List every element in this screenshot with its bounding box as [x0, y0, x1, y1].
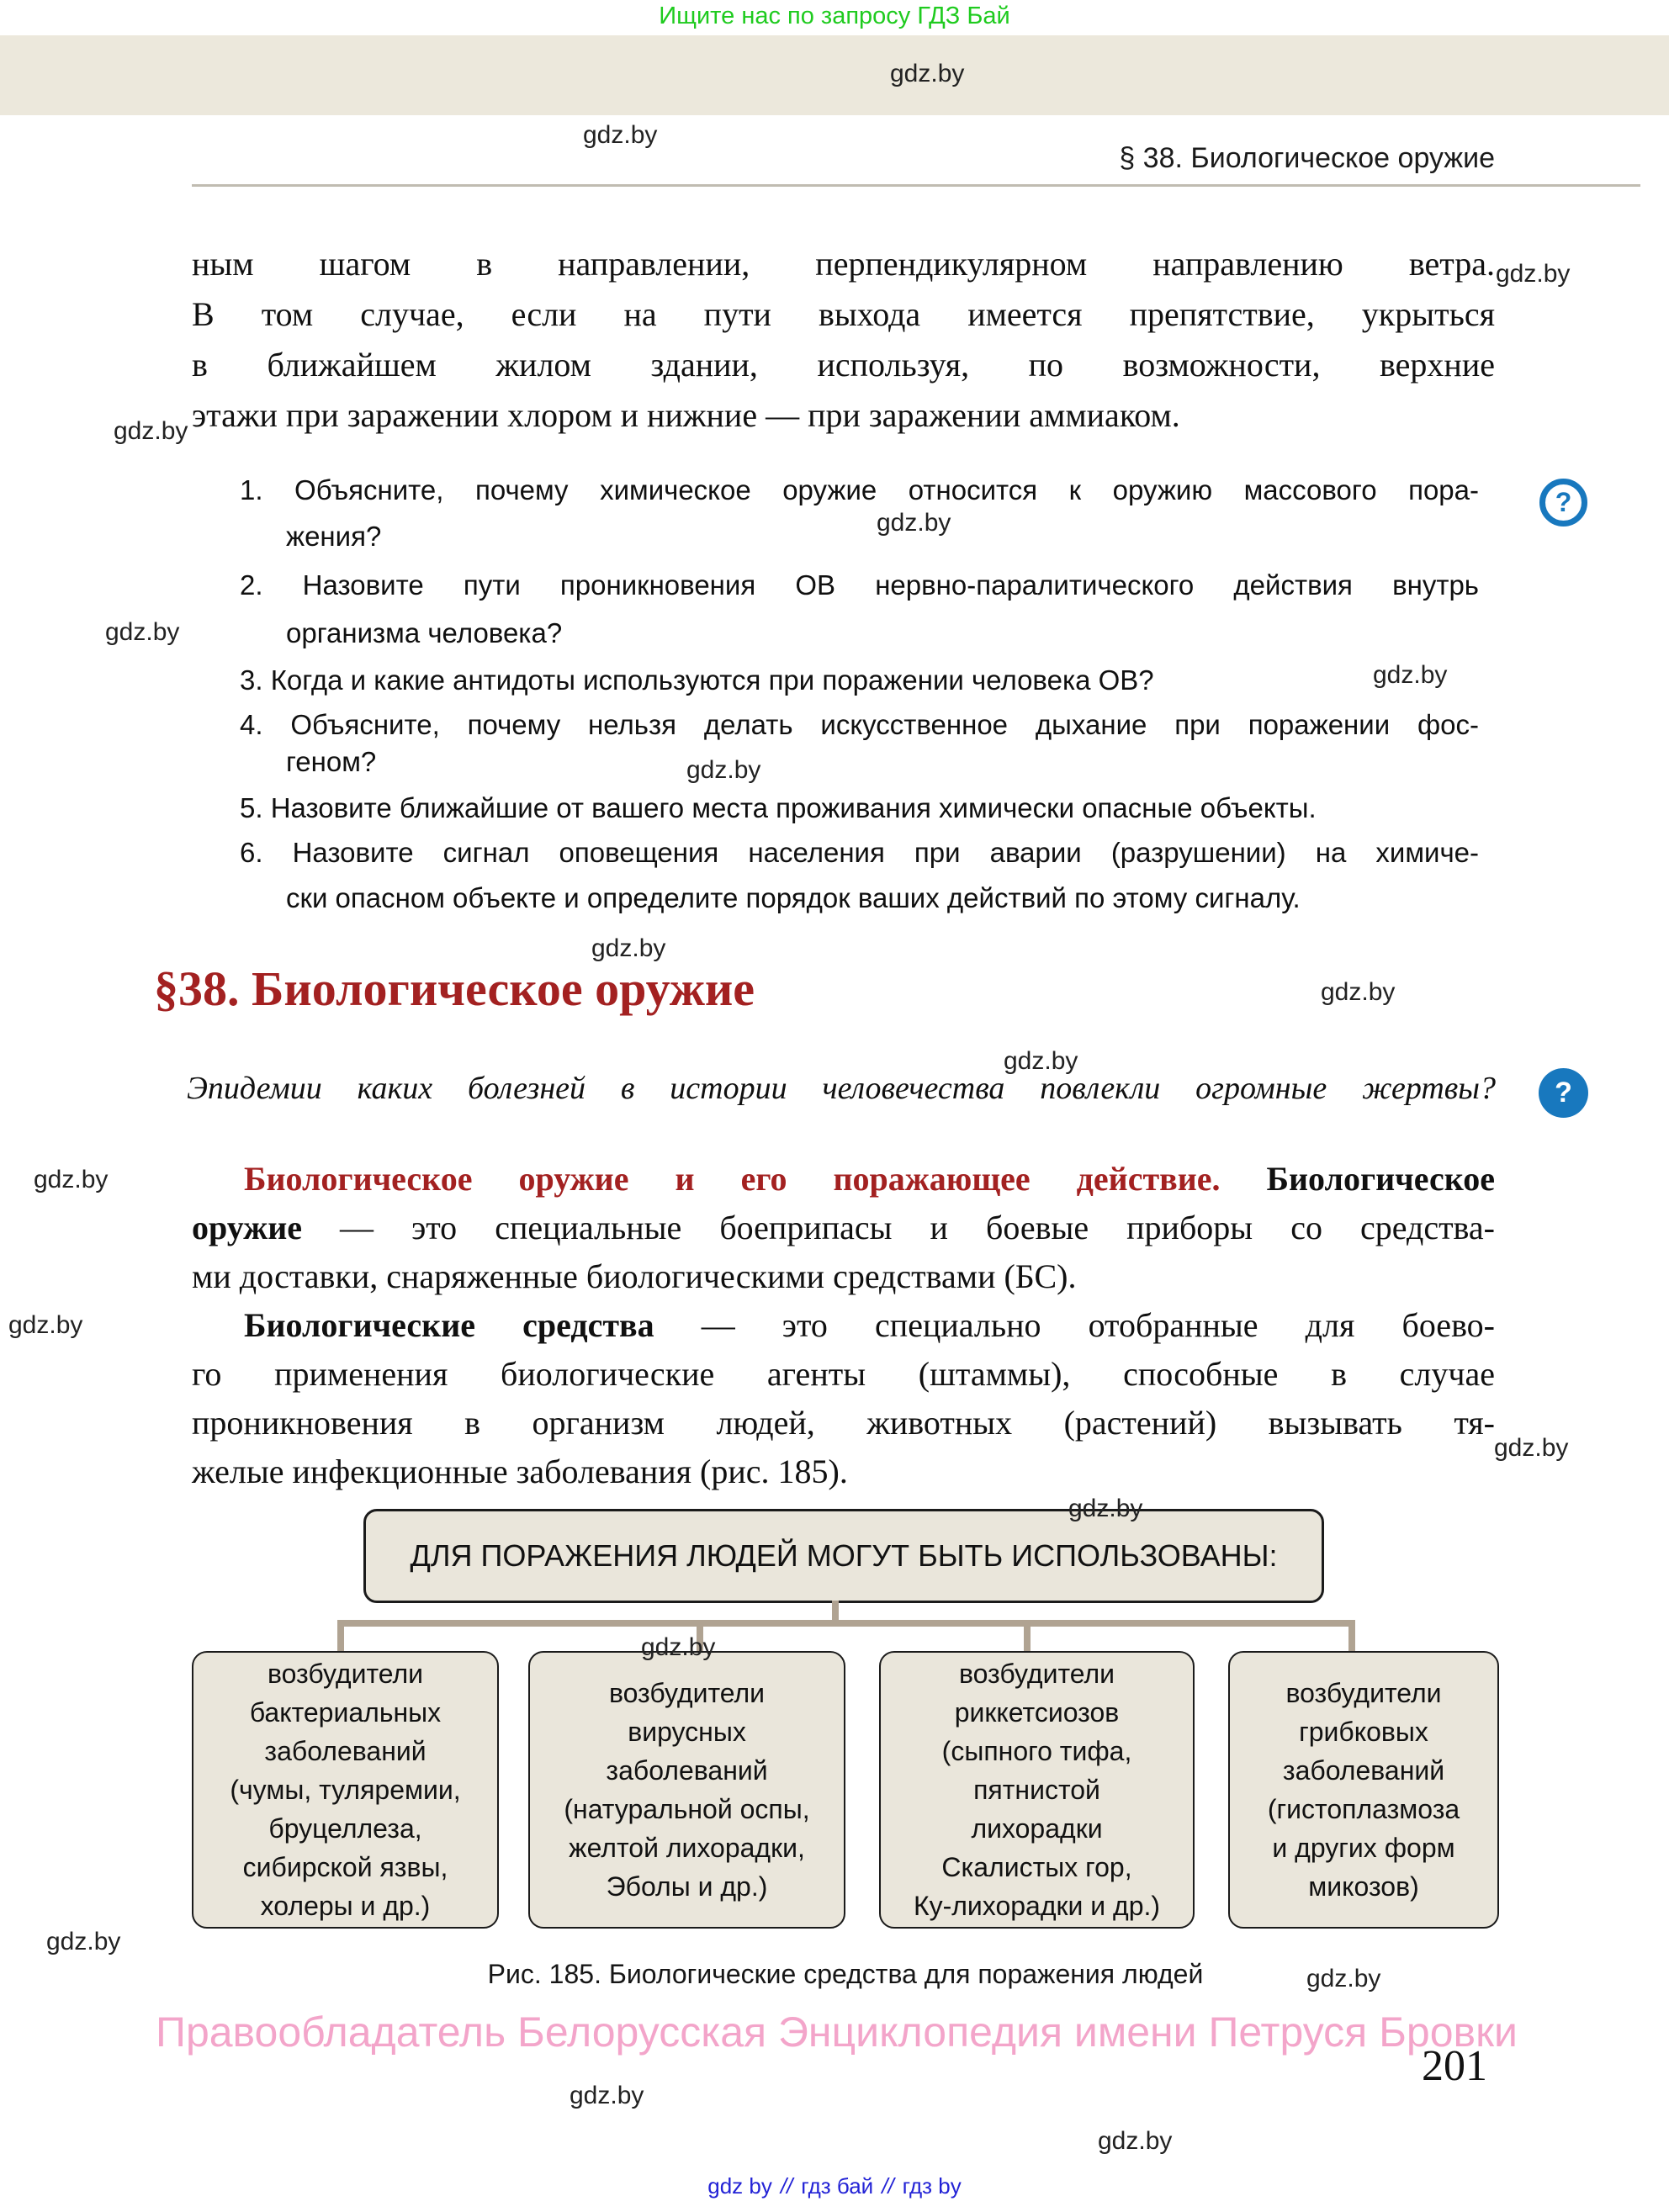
- question-line: 4. Объясните, почему нельзя делать искусственное дыхание при поражении фос-: [240, 709, 1479, 740]
- header-rule: [192, 184, 1640, 187]
- footer-links: [0, 2173, 1669, 2199]
- section-heading: §38. Биологическое оружие: [154, 961, 755, 1016]
- diagram-box-line: пятнистой: [973, 1775, 1100, 1805]
- diagram-connector-drop: [1348, 1620, 1355, 1654]
- body-text-line: проникновения в организм людей, животных (растений) вызывать тя-: [192, 1404, 1495, 1442]
- watermark-gdz: gdz.by: [1321, 978, 1396, 1006]
- question-mark-glyph: ?: [1555, 487, 1572, 517]
- watermark-gdz: gdz.by: [890, 60, 965, 87]
- footer-link-gdz-by-2[interactable]: гдз by: [902, 2173, 962, 2199]
- body-text-line: желые инфекционные заболевания (рис. 185).: [192, 1453, 848, 1490]
- body-text-line: ным шагом в направлении, перпендикулярном направлению ветра.: [192, 245, 1495, 283]
- diagram-connector-drop: [1024, 1620, 1031, 1654]
- diagram-connector-bar: [337, 1620, 1355, 1627]
- watermark-gdz: gdz.by: [1004, 1047, 1078, 1075]
- diagram-connector-stem: [832, 1601, 839, 1622]
- body-text-line: в ближайшем жилом здании, используя, по возможности, верхние: [192, 346, 1495, 384]
- diagram-box-line: заболеваний: [606, 1755, 768, 1786]
- footer-link-gdz-bai[interactable]: гдз бай: [801, 2173, 874, 2199]
- diagram-box-bacterial: [192, 1651, 499, 1929]
- question-mark-glyph: ?: [1555, 1077, 1572, 1109]
- watermark-gdz: gdz.by: [583, 121, 658, 149]
- diagram-box-line: грибковых: [1299, 1717, 1428, 1747]
- diagram-box-line: возбудители: [267, 1659, 424, 1689]
- figure-caption: Рис. 185. Биологические средства для поражения людей: [487, 1959, 1204, 1989]
- page-number: 201: [1422, 2042, 1487, 2090]
- body-text-line: [192, 1208, 1495, 1248]
- diagram-box-line: Скалистых гор,: [941, 1852, 1132, 1882]
- body-text: — это специальные боеприпасы и боевые приборы со средства-: [302, 1209, 1495, 1246]
- diagram-box-line: холеры и др.): [260, 1891, 431, 1921]
- diagram-box-line: возбудители: [608, 1678, 766, 1708]
- diagram-box-line: (сыпного тифа,: [941, 1736, 1132, 1766]
- watermark-gdz: gdz.by: [1098, 2127, 1173, 2155]
- body-text-line: [244, 1159, 1495, 1199]
- diagram-box-viral: [528, 1651, 845, 1929]
- watermark-gdz: gdz.by: [114, 417, 188, 445]
- diagram-box-line: (чумы, туляремии,: [230, 1775, 461, 1805]
- copyright-line: Правообладатель Белорусская Энциклопедия имени Петруся Бровки: [156, 2008, 1518, 2056]
- term-bold: Биологическое: [1220, 1160, 1496, 1198]
- question-line: жения?: [286, 521, 382, 552]
- diagram-box-line: риккетсиозов: [954, 1697, 1120, 1728]
- diagram-box-rickettsial: [879, 1651, 1195, 1929]
- diagram-box-line: и других форм: [1272, 1833, 1455, 1863]
- diagram-box-line: возбудители: [1285, 1678, 1442, 1708]
- question-line: ски опасном объекте и определите порядок ваших действий по этому сигналу.: [286, 882, 1301, 913]
- diagram-header-box: [363, 1509, 1324, 1603]
- question-mark-filled-icon: [1539, 1068, 1588, 1118]
- diagram-box-line: Эболы и др.): [606, 1871, 768, 1902]
- question-line: 6. Назовите сигнал оповещения населения при аварии (разрушении) на химиче-: [240, 837, 1479, 868]
- watermark-gdz: gdz.by: [46, 1928, 121, 1955]
- term-bold: Биологические средства: [244, 1306, 654, 1344]
- question-line: организма человека?: [286, 617, 563, 648]
- question-line: геном?: [286, 746, 377, 777]
- footer-link-gdz-by[interactable]: gdz by: [707, 2173, 772, 2199]
- term-bold: оружие: [192, 1209, 302, 1246]
- watermark-gdz: gdz.by: [591, 934, 666, 962]
- watermark-gdz: gdz.by: [570, 2082, 644, 2109]
- lead-question: Эпидемии каких болезней в истории человечества повлекли огромные жертвы?: [187, 1071, 1496, 1106]
- diagram-box-line: Ку-лихорадки и др.): [913, 1891, 1161, 1921]
- link-separator: //: [882, 2173, 894, 2199]
- diagram-header-text: ДЛЯ ПОРАЖЕНИЯ ЛЮДЕЙ МОГУТ БЫТЬ ИСПОЛЬЗОВАНЫ:: [410, 1538, 1278, 1573]
- link-separator: //: [780, 2173, 793, 2199]
- diagram-box-line: вирусных: [628, 1717, 746, 1747]
- watermark-gdz: gdz.by: [641, 1633, 716, 1661]
- diagram-box-line: сибирской язвы,: [242, 1852, 448, 1882]
- diagram-box-line: желтой лихорадки,: [569, 1833, 805, 1863]
- body-text-line: [244, 1305, 1495, 1346]
- diagram-box-line: (натуральной оспы,: [564, 1794, 810, 1824]
- watermark-gdz: gdz.by: [8, 1311, 83, 1339]
- watermark-gdz: gdz.by: [105, 618, 180, 646]
- promo-banner: Ищите нас по запросу ГДЗ Бай: [659, 3, 1010, 29]
- diagram-box-line: лихорадки: [971, 1813, 1103, 1844]
- watermark-gdz: gdz.by: [34, 1166, 109, 1193]
- watermark-gdz: gdz.by: [1496, 260, 1571, 288]
- watermark-gdz: gdz.by: [1306, 1965, 1381, 1992]
- watermark-gdz: gdz.by: [1068, 1495, 1143, 1522]
- question-line: 2. Назовите пути проникновения ОВ нервно-паралитического действия внутрь: [240, 569, 1479, 601]
- top-bar: [0, 35, 1669, 115]
- watermark-gdz: gdz.by: [1373, 661, 1448, 689]
- body-text-line: го применения биологические агенты (штаммы), способные в случае: [192, 1355, 1495, 1393]
- question-line: 3. Когда и какие антидоты используются при поражении человека ОВ?: [240, 664, 1154, 696]
- body-text: — это специально отобранные для боево-: [654, 1306, 1495, 1344]
- question-mark-outline-icon: [1539, 479, 1587, 527]
- question-line: 5. Назовите ближайшие от вашего места проживания химически опасные объекты.: [240, 792, 1317, 823]
- diagram-connector-drop: [337, 1620, 344, 1654]
- watermark-gdz: gdz.by: [1494, 1434, 1569, 1462]
- body-text-line: этажи при заражении хлором и нижние — при заражении аммиаком.: [192, 396, 1180, 434]
- diagram-box-line: заболеваний: [264, 1736, 427, 1766]
- diagram-box-line: бактериальных: [249, 1697, 442, 1728]
- body-text-line: ми доставки, снаряженные биологическими средствами (БС).: [192, 1257, 1077, 1295]
- watermark-gdz: gdz.by: [877, 509, 951, 537]
- diagram-box-line: микозов): [1308, 1871, 1419, 1902]
- running-head: § 38. Биологическое оружие: [1119, 142, 1495, 174]
- diagram-box-fungal: [1228, 1651, 1499, 1929]
- question-line: 1. Объясните, почему химическое оружие относится к оружию массового пора-: [240, 474, 1479, 505]
- diagram-box-line: возбудители: [958, 1659, 1115, 1689]
- subheading-red: Биологическое оружие и его поражающее действие.: [244, 1160, 1221, 1198]
- body-text-line: В том случае, если на пути выхода имеется препятствие, укрыться: [192, 295, 1495, 333]
- diagram-box-line: бруцеллеза,: [268, 1813, 422, 1844]
- watermark-gdz: gdz.by: [686, 756, 761, 784]
- diagram-box-line: (гистоплазмоза: [1267, 1794, 1460, 1824]
- diagram-box-line: заболеваний: [1282, 1755, 1445, 1786]
